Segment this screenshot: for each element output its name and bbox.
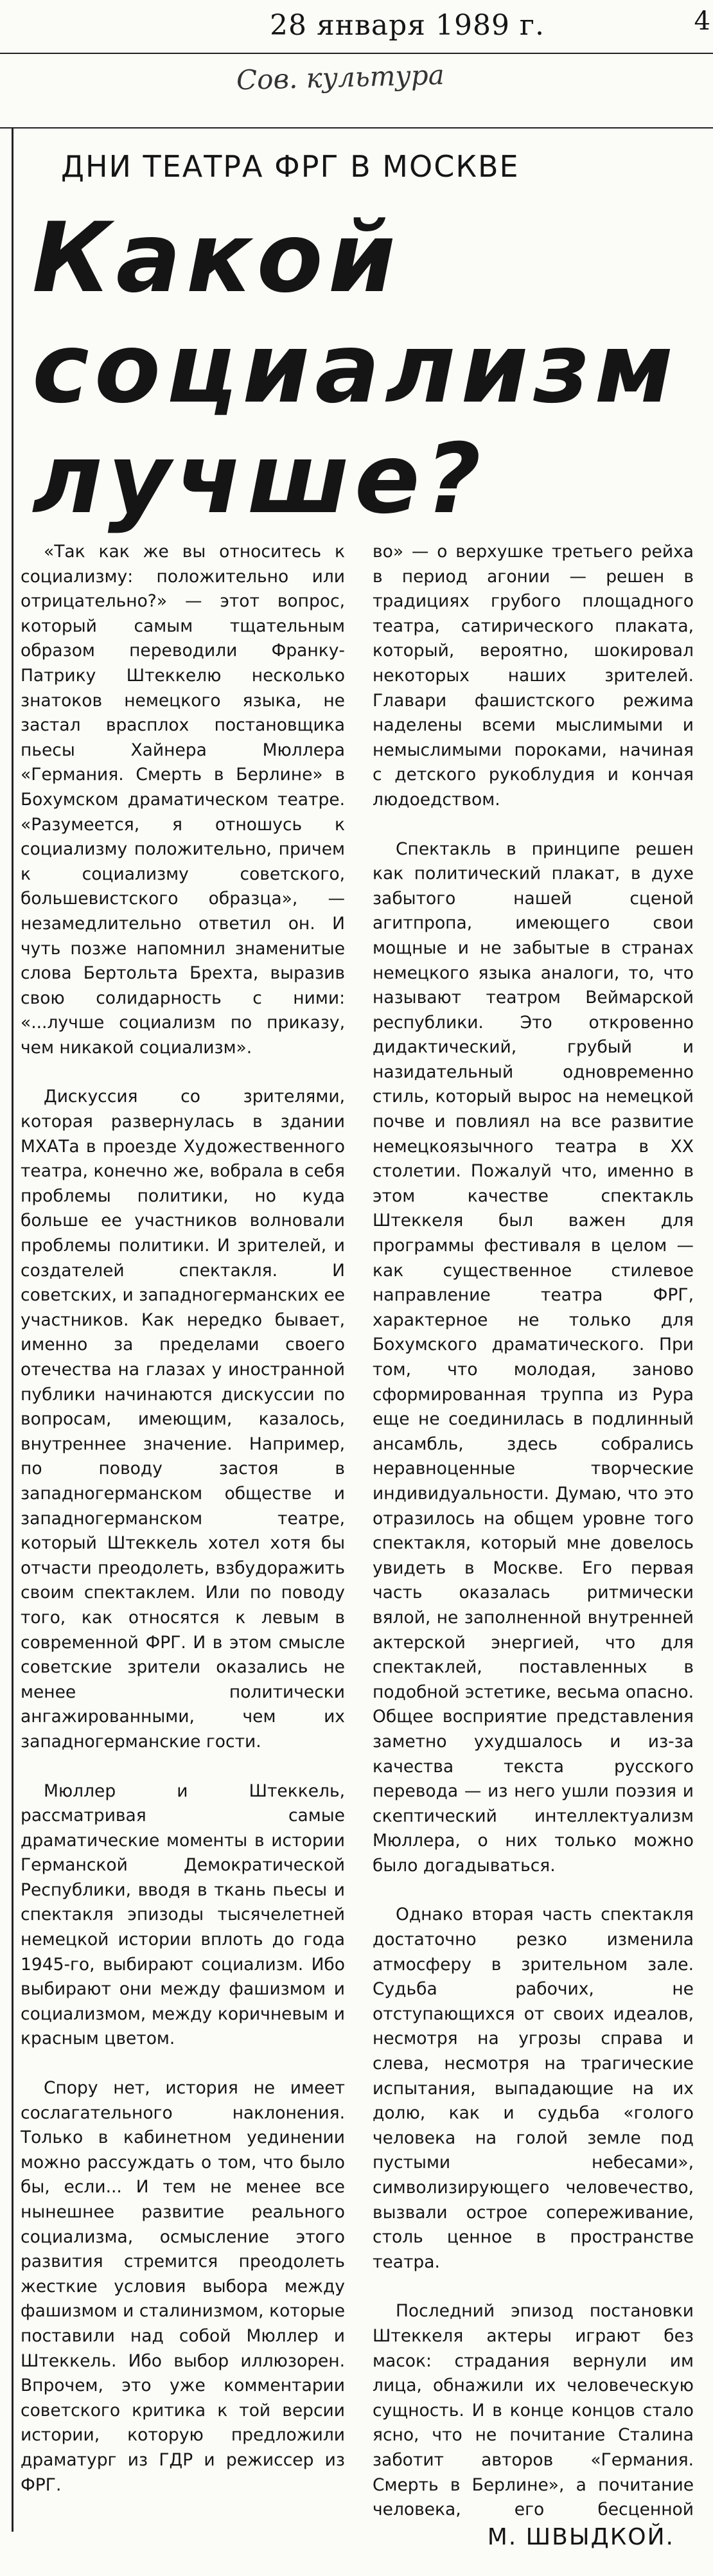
headline-line-3: лучше? (32, 423, 486, 535)
corner-mark: 4 (694, 6, 710, 36)
paragraph: Дискуссия со зрителями, которая развернулась в здании МХАТа в проезде Художественного театра, конечно же, вобрала в себя проблемы политики, но куда больше ее участников волновали проблемы политики. И зрителей, и создателей спектакля. И советских, и западногерманских ее участников. Как нередко бывает, именно за пределами своего отечества на глазах у иностранной публики начинаются дискуссии по вопросам, имеющим, казалось, внутреннее значение. Например, по поводу застоя в западногерманском обществе и западногерманском театре, который Штеккель хотел хотя бы отчасти преодолеть, взбудоражить своим спектаклем. Или по поводу того, как относятся к левым в современной ФРГ. И в этом смысле советские зрители оказались не менее политически ангажированными, чем их западногерманские гости. (21, 1087, 345, 1752)
paragraph: Последний эпизод постановки Штеккеля актеры играют без масок: страдания вернули им лица, обнажили их человеческую сущность. И в конце концов стало ясно, что не почитание Сталина заботит авторов «Германия. Смерть в Берлине», а почитание человека, его бесценной (373, 2301, 694, 2520)
article-headline (32, 203, 678, 535)
issue-date: 28 января 1989 г. (270, 9, 545, 42)
top-rule (0, 53, 713, 54)
header-rule (0, 127, 713, 129)
handwritten-note: Сов. культура (236, 58, 445, 96)
author-signature: М. ШВЫДКОЙ. (487, 2524, 674, 2550)
paragraph: «Так как же вы относитесь к социализму: положительно или отрицательно?» — этот вопрос, который самым тщательным образом переводили Франку-Патрику Штеккелю несколько знатоков немецкого языка, не застал врасплох постановщика пьесы Хайнера Мюллера «Германия. Смерть в Берлине» в Бохумском драматическом театре. «Разумеется, я отношусь к социализму положительно, причем к социализму советского, большевистского образца», — незамедлительно ответил он. И чуть позже напомнил знаменитые слова Бертольта Брехта, выразив свою солидарность с ними: «...лучше социализм по приказу, чем никакой социализм». (21, 542, 345, 1058)
headline-line-2: социализм (32, 313, 679, 425)
paragraph: Мюллер и Штеккель, рассматривая самые драматические моменты в истории Германской Демократической Республики, вводя в ткань пьесы и спектакля эпизоды тысячелетней немецкой истории вплоть до года 1945-го, выбирают социализм. Ибо выбирают они между фашизмом и социализмом, между коричневым и красным цветом. (21, 1781, 345, 2049)
headline-line-1: Какой (32, 202, 401, 314)
left-border-rule (12, 129, 13, 2532)
article-column-left (21, 540, 345, 2525)
paragraph: во» — о верхушке третьего рейха в период агонии — решен в традициях грубого площадного театра, сатирического плаката, который, вероятно, шокировал некоторых наших зрителей. Главари фашистского режима наделены всеми мыслимыми и немыслимыми пороками, начиная с детского рукоблудия и кончая людоедством. (373, 542, 694, 810)
paragraph: Спектакль в принципе решен как политический плакат, в духе забытого нашей сценой агитпропа, имеющего свои мощные и не забытые в странах немецкого языка аналоги, то, что называют театром Веймарской республики. Это откровенно дидактический, грубый и назидательный одновременно стиль, который вырос на немецкой почве и повлиял на все развитие немецкоязычного театра в XX столетии. Пожалуй что, именно в этом качестве спектакль Штеккеля был важен для программы фестиваля в целом — как существенное стилевое направление театра ФРГ, характерное не только для Бохумского драматического. При том, что молодая, заново сформированная труппа из Рура еще не соединилась в подлинный ансамбль, здесь собрались неравноценные творческие индивидуальности. Думаю, что это отразилось на общем уровне того спектакля, который мне довелось увидеть в Москве. Его первая часть оказалась ритмически вялой, не заполненной внутренней актерской энергией, что для спектаклей, поставленных в подобной эстетике, весьма опасно. Общее восприятие представления заметно ухудшалось и из-за качества текста русского перевода — из него ушли поэзия и скептический интеллектуализм Мюллера, о них только можно было догадываться. (373, 839, 694, 1876)
paragraph (21, 2522, 345, 2525)
article-column-right (373, 540, 694, 2525)
paragraph: Однако вторая часть спектакля достаточно резко изменила атмосферу в зрительном зале. Судьба рабочих, не отступающихся от своих идеалов, несмотря на угрозы справа и слева, несмотря на трагические испытания, выпадающие на их долю, как и судьба «голого человека на голой земле под пустыми небесами», символизирующего человечество, вызвали острое сопереживание, столь ценное в пространстве театра. (373, 1905, 694, 2272)
paragraph: Спору нет, история не имеет сослагательного наклонения. Только в кабинетном уединении можно рассуждать о том, что было бы, если... И тем не менее все нынешнее развитие реального социализма, осмысление этого развития стремится преодолеть жесткие условия выбора между фашизмом и сталинизмом, которые поставили над собой Мюллер и Штеккель. Ибо выбор иллюзорен. Впрочем, это уже комментарии советского критика к той версии истории, которую предложили драматург из ГДР и режиссер из ФРГ. (21, 2078, 345, 2495)
section-kicker: ДНИ ТЕАТРА ФРГ В МОСКВЕ (61, 149, 520, 184)
